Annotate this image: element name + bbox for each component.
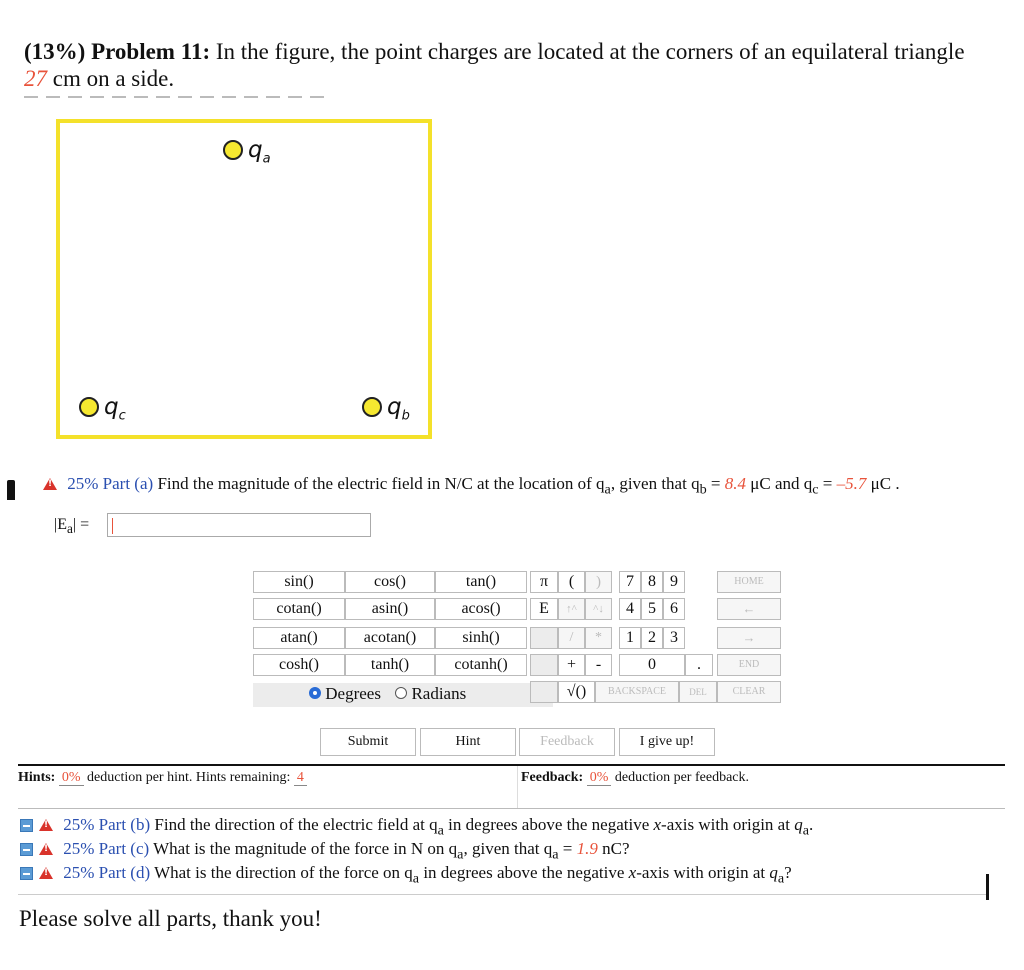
- digit-2-button[interactable]: 2: [641, 627, 663, 649]
- sin-button[interactable]: sin(): [253, 571, 345, 593]
- angle-mode-row: [253, 683, 553, 707]
- power-up-button[interactable]: ↑^: [558, 598, 585, 620]
- decimal-button[interactable]: .: [685, 654, 713, 676]
- part-c-row[interactable]: ! 25% Part (c) What is the magnitude of the force in N on $q_a$, given that $q_a = 1.9$ nC?: [20, 839, 980, 861]
- warning-icon: [39, 867, 53, 879]
- divider: [517, 766, 518, 808]
- degrees-label: Degrees: [325, 684, 381, 703]
- hints-deduction: 0%: [59, 770, 84, 786]
- hints-remaining: 4: [294, 770, 307, 786]
- give-up-button[interactable]: I give up!: [619, 728, 715, 756]
- e-button[interactable]: E: [530, 598, 558, 620]
- answer-input[interactable]: [107, 513, 371, 537]
- cos-button[interactable]: cos(): [345, 571, 435, 593]
- warning-icon: [39, 819, 53, 831]
- divide-button[interactable]: /: [558, 627, 585, 649]
- hint-button[interactable]: Hint: [420, 728, 516, 756]
- delete-button[interactable]: DEL: [679, 681, 717, 703]
- charge-qb-dot: [362, 397, 382, 417]
- part-a-question: ! 25% Part (a) Find the magnitude of the electric field in N/C at the location of $q_a$, given that $q_b = 8.4$ μC and $q_c = -5.7$ μC .: [7, 474, 1007, 498]
- digit-9-button[interactable]: 9: [663, 571, 685, 593]
- expand-icon[interactable]: [20, 843, 33, 856]
- digit-4-button[interactable]: 4: [619, 598, 641, 620]
- charge-qc-dot: [79, 397, 99, 417]
- cotan-button[interactable]: cotan(): [253, 598, 345, 620]
- pi-button[interactable]: π: [530, 571, 558, 593]
- footer-note: Please solve all parts, thank you!: [19, 906, 322, 931]
- sqrt-button[interactable]: √(): [558, 681, 595, 703]
- qb-value: 8.4: [724, 474, 746, 493]
- expand-icon[interactable]: [20, 867, 33, 880]
- qa-value: 1.9: [576, 839, 598, 858]
- cosh-button[interactable]: cosh(): [253, 654, 345, 676]
- side-length-value: 27: [24, 66, 47, 91]
- home-button[interactable]: HOME: [717, 571, 781, 593]
- digit-6-button[interactable]: 6: [663, 598, 685, 620]
- end-button[interactable]: END: [717, 654, 781, 676]
- digit-1-button[interactable]: 1: [619, 627, 641, 649]
- divider: [18, 764, 1005, 766]
- problem-label: Problem 11:: [91, 39, 211, 64]
- cotanh-button[interactable]: cotanh(): [435, 654, 527, 676]
- part-d-label[interactable]: Part (d): [98, 863, 151, 882]
- cutoff-line: [24, 96, 324, 98]
- right-paren-button[interactable]: ): [585, 571, 612, 593]
- warning-icon: [39, 843, 53, 855]
- clear-button[interactable]: CLEAR: [717, 681, 781, 703]
- charge-qc-label: $q_c$: [104, 394, 126, 424]
- hints-info: Hints: 0% deduction per hint. Hints remaining: 4: [18, 770, 307, 786]
- charge-qb-label: $q_b$: [387, 394, 410, 424]
- text-caret: [112, 518, 113, 534]
- part-d-row[interactable]: ! 25% Part (d) What is the direction of the force on $q_a$ in degrees above the negative x-axis with origin at $q_a$?: [20, 863, 980, 885]
- divider: [18, 894, 988, 895]
- multiply-button[interactable]: *: [585, 627, 612, 649]
- cursor-right-button[interactable]: →: [717, 627, 781, 649]
- text-cursor: [986, 874, 989, 900]
- blank-key: [530, 627, 558, 649]
- expand-icon[interactable]: [20, 819, 33, 832]
- submit-button[interactable]: Submit: [320, 728, 416, 756]
- charge-qa-dot: [223, 140, 243, 160]
- problem-weight: (13%): [24, 39, 86, 64]
- power-down-button[interactable]: ^↓: [585, 598, 612, 620]
- part-a-label[interactable]: 25% Part (a): [67, 474, 154, 493]
- atan-button[interactable]: atan(): [253, 627, 345, 649]
- problem-text-end: cm on a side.: [52, 66, 175, 91]
- degrees-radio[interactable]: [309, 687, 321, 699]
- asin-button[interactable]: asin(): [345, 598, 435, 620]
- part-b-row[interactable]: ! 25% Part (b) Find the direction of the electric field at $q_a$ in degrees above the negative x-axis with origin at $q_a$.: [20, 815, 980, 837]
- sinh-button[interactable]: sinh(): [435, 627, 527, 649]
- qc-value: –5.7: [836, 474, 867, 493]
- radians-label: Radians: [411, 684, 467, 703]
- radians-radio[interactable]: [395, 687, 407, 699]
- part-c-label[interactable]: Part (c): [98, 839, 150, 858]
- feedback-deduction: 0%: [587, 770, 612, 786]
- minus-button[interactable]: -: [585, 654, 612, 676]
- digit-7-button[interactable]: 7: [619, 571, 641, 593]
- calculator-keypad: [253, 571, 781, 707]
- acotan-button[interactable]: acotan(): [345, 627, 435, 649]
- feedback-info: Feedback: 0% deduction per feedback.: [521, 770, 749, 785]
- tanh-button[interactable]: tanh(): [345, 654, 435, 676]
- problem-title: [24, 38, 984, 92]
- problem-text: In the figure, the point charges are located at the corners of an equilateral triangle: [215, 39, 965, 64]
- digit-0-button[interactable]: 0: [619, 654, 685, 676]
- digit-5-button[interactable]: 5: [641, 598, 663, 620]
- acos-button[interactable]: acos(): [435, 598, 527, 620]
- blank-key: [530, 654, 558, 676]
- part-b-label[interactable]: Part (b): [98, 815, 151, 834]
- cursor-left-button[interactable]: ←: [717, 598, 781, 620]
- part-a-text: Find the magnitude of the electric field in N/C at the location of q: [157, 474, 605, 493]
- answer-label: $|E_a|$ =: [54, 516, 90, 537]
- plus-button[interactable]: +: [558, 654, 585, 676]
- left-paren-button[interactable]: (: [558, 571, 585, 593]
- digit-8-button[interactable]: 8: [641, 571, 663, 593]
- digit-3-button[interactable]: 3: [663, 627, 685, 649]
- feedback-button[interactable]: Feedback: [519, 728, 615, 756]
- divider: [18, 808, 1005, 809]
- charge-qa-label: $q_a$: [248, 137, 271, 167]
- blank-key: [530, 681, 558, 703]
- tan-button[interactable]: tan(): [435, 571, 527, 593]
- warning-icon: [43, 478, 57, 490]
- charge-figure: [56, 119, 432, 439]
- backspace-button[interactable]: BACKSPACE: [595, 681, 679, 703]
